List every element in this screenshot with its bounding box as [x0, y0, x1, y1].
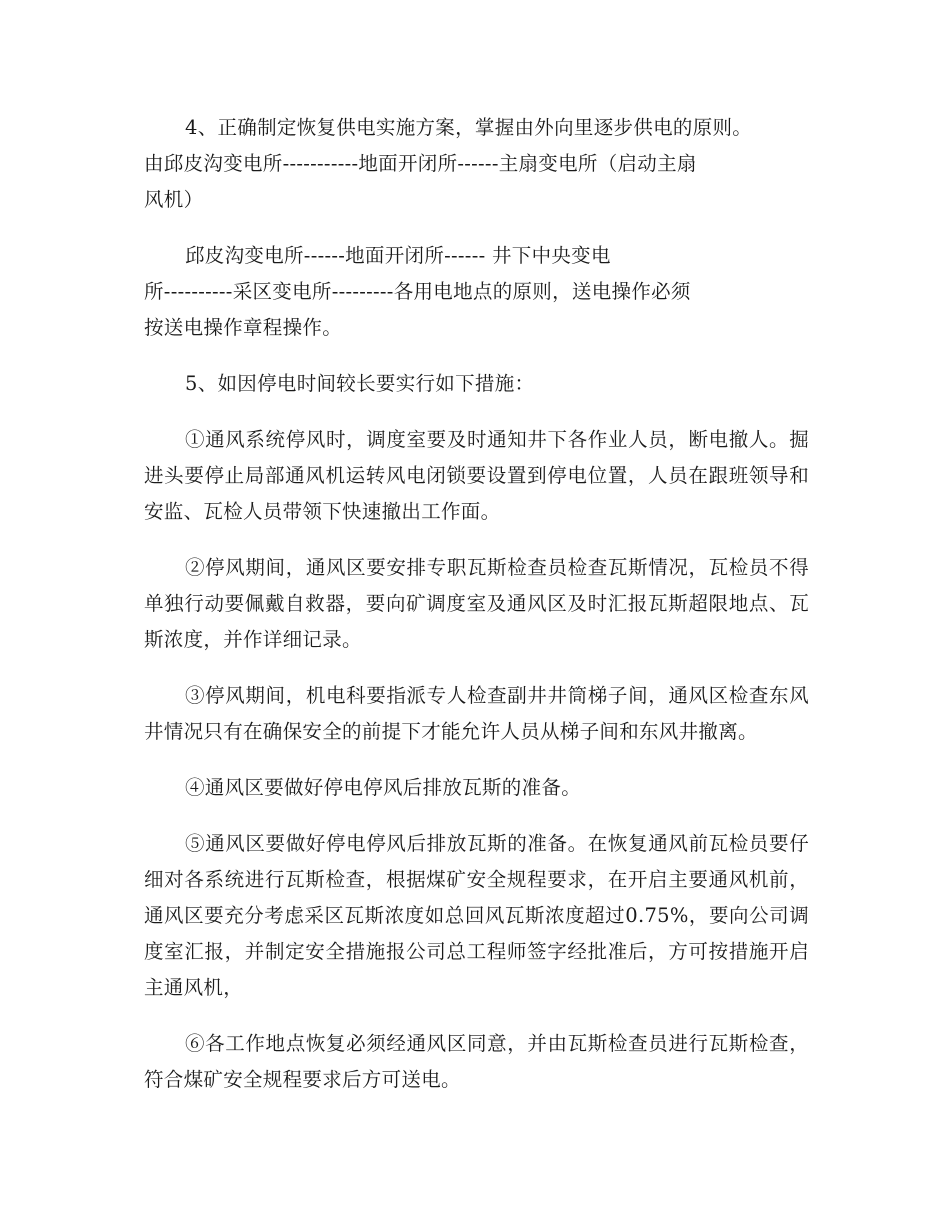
document-body	[144, 110, 809, 1118]
text-line: 按送电操作章程操作。	[144, 316, 343, 339]
paragraph-measure-5: ⑤通风区要做好停电停风后排放瓦斯的准备。在恢复通风前瓦检员要仔细对各系统进行瓦斯检查，根据煤矿安全规程要求，在开启主要通风机前，通风区要充分考虑采区瓦斯浓度如总回风瓦斯浓度超过0.75%，要向公司调度室汇报，并制定安全措施报公司总工程师签字经批准后，方可按措施开启主通风机，	[144, 832, 809, 999]
text-line: 邱皮沟变电所------地面开闭所------ 井下中央变电	[185, 244, 611, 267]
paragraph-measure-1: ①通风系统停风时，调度室要及时通知井下各作业人员，断电撤人。掘进头要停止局部通风机运转风电闭锁要设置到停电位置，人员在跟班领导和安监、瓦检人员带领下快速撤出工作面。	[144, 428, 809, 523]
text-line: 所----------采区变电所---------各用电地点的原则，送电操作必须	[144, 280, 691, 303]
text-line: 风机）	[144, 188, 204, 211]
text-line: 由邱皮沟变电所-----------地面开闭所------主扇变电所（启动主扇	[144, 152, 697, 175]
paragraph-measure-4: ④通风区要做好停电停风后排放瓦斯的准备。	[185, 776, 582, 799]
paragraph-power-restoration-plan	[144, 110, 809, 218]
paragraph-measure-6: ⑥各工作地点恢复必须经通风区同意，并由瓦斯检查员进行瓦斯检查，符合煤矿安全规程要求后方可送电。	[144, 1032, 809, 1091]
paragraph-long-outage-heading: 5、如因停电时间较长要实行如下措施：	[185, 372, 535, 395]
paragraph-measure-2: ②停风期间，通风区要安排专职瓦斯检查员检查瓦斯情况，瓦检员不得单独行动要佩戴自救器，要向矿调度室及通风区及时汇报瓦斯超限地点、瓦斯浓度，并作详细记录。	[144, 556, 809, 651]
paragraph-power-sequence	[144, 238, 809, 346]
paragraph-measure-3: ③停风期间，机电科要指派专人检查副井井筒梯子间，通风区检查东风井情况只有在确保安全的前提下才能允许人员从梯子间和东风井撤离。	[144, 684, 809, 743]
text-line: 4、正确制定恢复供电实施方案，掌握由外向里逐步供电的原则。	[185, 116, 753, 139]
